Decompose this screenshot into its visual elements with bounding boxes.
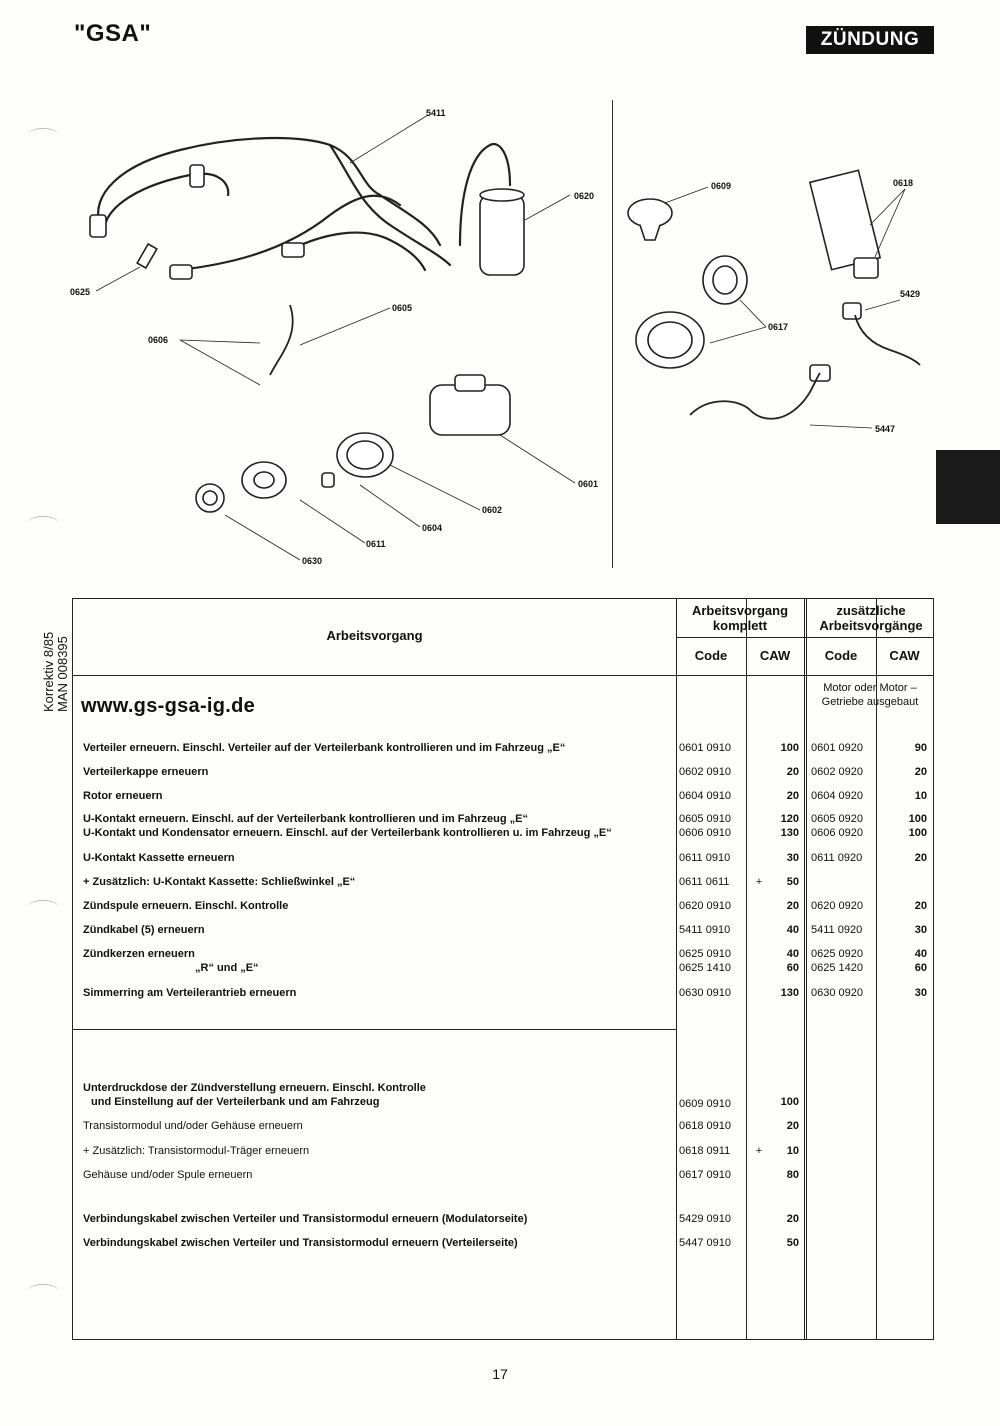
callout-label: 5447 bbox=[875, 424, 896, 434]
header-divider bbox=[676, 637, 933, 638]
caw-cell: 130 bbox=[780, 987, 799, 999]
reference-line: MAN 008395 bbox=[55, 636, 70, 712]
section-badge: ZÜNDUNG bbox=[806, 26, 934, 54]
operation-text: Verteiler erneuern. Einschl. Verteiler auf der Verteilerbank kontrollieren und im Fahrzeug „E“ bbox=[83, 742, 566, 754]
page-number: 17 bbox=[492, 1366, 508, 1382]
operation-text: Verbindungskabel zwischen Verteiler und Transistormodul erneuern (Modulatorseite) bbox=[83, 1213, 528, 1225]
callout-label: 0620 bbox=[574, 191, 595, 201]
caw-cell: 20 bbox=[786, 900, 799, 912]
caw-cell: 10 bbox=[914, 790, 927, 802]
header-divider bbox=[73, 675, 933, 676]
punch-hole-mark bbox=[28, 128, 58, 141]
column-divider bbox=[806, 599, 807, 1339]
code-cell: 0630 0920 bbox=[811, 987, 863, 999]
caw-cell: 40 bbox=[786, 948, 799, 960]
website-url: www.gs-gsa-ig.de bbox=[81, 695, 256, 717]
code-cell: 0625 1420 bbox=[811, 962, 863, 974]
caw-cell: 100 bbox=[908, 827, 927, 839]
code-cell: 0602 0910 bbox=[679, 766, 731, 778]
code-cell: 0630 0910 bbox=[679, 987, 731, 999]
callout-label: 0602 bbox=[482, 505, 503, 515]
caw-cell: 10 bbox=[786, 1145, 799, 1157]
callout-label: 0609 bbox=[711, 181, 732, 191]
caw-cell: 40 bbox=[786, 924, 799, 936]
caw-cell: 60 bbox=[786, 962, 799, 974]
code-cell: 0609 0910 bbox=[679, 1098, 731, 1110]
callout-label: 5429 bbox=[900, 289, 921, 299]
operation-text: + Zusätzlich: Transistormodul-Träger erneuern bbox=[83, 1145, 310, 1157]
parts-illustration bbox=[60, 95, 940, 580]
code-cell: 0611 0910 bbox=[679, 852, 731, 864]
punch-hole-mark bbox=[28, 516, 58, 529]
caw-cell: 20 bbox=[786, 1120, 799, 1132]
caw-cell: 30 bbox=[914, 924, 927, 936]
callout-label: 0601 bbox=[578, 479, 599, 489]
code-cell: 0604 0920 bbox=[811, 790, 863, 802]
code-cell: 0602 0920 bbox=[811, 766, 863, 778]
punch-hole-mark bbox=[28, 900, 58, 913]
callout-label: 0605 bbox=[392, 303, 413, 313]
code-cell: 0605 0910 bbox=[679, 813, 731, 825]
operation-text: + Zusätzlich: U-Kontakt Kassette: Schließwinkel „E“ bbox=[83, 876, 356, 888]
caw-cell: 20 bbox=[786, 766, 799, 778]
code-header-additional: Code bbox=[824, 648, 858, 663]
caw-cell: 20 bbox=[786, 1213, 799, 1225]
code-cell: 0618 0911 bbox=[679, 1145, 731, 1157]
revision-line: Korrektiv 8/85 bbox=[41, 631, 56, 712]
callout-label: 0625 bbox=[70, 287, 91, 297]
operation-header: Arbeitsvorgang bbox=[326, 628, 423, 643]
caw-cell: 50 bbox=[786, 876, 799, 888]
operation-text: Unterdruckdose der Zündverstellung erneuern. Einschl. Kontrolle und Einstellung auf der Verteilerbank und am Fahrzeug bbox=[83, 1082, 426, 1108]
code-cell: 0611 0611 bbox=[679, 876, 730, 888]
code-header: Code bbox=[694, 648, 728, 663]
model-title: "GSA" bbox=[74, 20, 152, 47]
callout-label: 5411 bbox=[426, 108, 446, 118]
code-cell: 0618 0910 bbox=[679, 1120, 731, 1132]
complete-header: Arbeitsvorgang komplett bbox=[691, 603, 789, 633]
operation-text: Simmerring am Verteilerantrieb erneuern bbox=[83, 987, 297, 999]
operation-text: U-Kontakt erneuern. Einschl. auf der Verteilerbank kontrollieren und im Fahrzeug „E“ U-Kontakt und Kondensator erneuern. Einschl. auf der Verteilerbank kontrollieren u. im Fahrzeug „E“ bbox=[83, 813, 612, 839]
callout-label: 0617 bbox=[768, 322, 789, 332]
caw-header: CAW bbox=[759, 648, 791, 663]
section-divider bbox=[73, 1029, 676, 1030]
column-divider bbox=[804, 599, 805, 1339]
caw-cell: 90 bbox=[914, 742, 927, 754]
code-cell: 0620 0910 bbox=[679, 900, 731, 912]
caw-cell: 100 bbox=[780, 1096, 799, 1108]
code-cell: 0605 0920 bbox=[811, 813, 863, 825]
callout-label: 0604 bbox=[422, 523, 443, 533]
operation-text: Verbindungskabel zwischen Verteiler und Transistormodul erneuern (Verteilerseite) bbox=[83, 1237, 518, 1249]
code-cell: 0606 0920 bbox=[811, 827, 863, 839]
caw-cell: 60 bbox=[914, 962, 927, 974]
operation-text: U-Kontakt Kassette erneuern bbox=[83, 852, 235, 864]
code-cell: 0625 0910 bbox=[679, 948, 731, 960]
column-divider bbox=[676, 599, 677, 1339]
callout-label: 0630 bbox=[302, 556, 323, 566]
code-cell: 0604 0910 bbox=[679, 790, 731, 802]
code-cell: 0620 0920 bbox=[811, 900, 863, 912]
code-cell: 5447 0910 bbox=[679, 1237, 731, 1249]
operation-text: Rotor erneuern bbox=[83, 790, 163, 802]
caw-cell: 30 bbox=[914, 987, 927, 999]
code-cell: 5411 0920 bbox=[811, 924, 863, 936]
caw-header-additional: CAW bbox=[889, 648, 920, 663]
thumb-index-tab bbox=[936, 450, 1000, 524]
operation-text: Zündspule erneuern. Einschl. Kontrolle bbox=[83, 900, 289, 912]
caw-cell: 20 bbox=[786, 790, 799, 802]
plus-marker: + bbox=[755, 876, 763, 888]
caw-cell: 20 bbox=[914, 900, 927, 912]
callout-label: 0611 bbox=[366, 539, 386, 549]
code-cell: 5429 0910 bbox=[679, 1213, 731, 1225]
callout-label: 0606 bbox=[148, 335, 169, 345]
code-cell: 0601 0920 bbox=[811, 742, 863, 754]
revision-note bbox=[42, 592, 70, 712]
caw-cell: 120 bbox=[780, 813, 799, 825]
plus-marker: + bbox=[755, 1145, 763, 1157]
callout-label: 0618 bbox=[893, 178, 914, 188]
punch-hole-mark bbox=[28, 1284, 58, 1297]
caw-cell: 80 bbox=[786, 1169, 799, 1181]
caw-cell: 40 bbox=[914, 948, 927, 960]
code-cell: 0611 0920 bbox=[811, 852, 863, 864]
operation-text: Zündkabel (5) erneuern bbox=[83, 924, 205, 936]
caw-cell: 50 bbox=[786, 1237, 799, 1249]
operation-text: Zündkerzen erneuern „R“ und „E“ bbox=[83, 948, 259, 974]
code-cell: 0606 0910 bbox=[679, 827, 731, 839]
caw-cell: 100 bbox=[908, 813, 927, 825]
column-divider bbox=[746, 599, 747, 1339]
operation-text: Transistormodul und/oder Gehäuse erneuern bbox=[83, 1120, 303, 1132]
code-cell: 0601 0910 bbox=[679, 742, 731, 754]
code-cell: 0617 0910 bbox=[679, 1169, 731, 1181]
labor-operations-table bbox=[72, 598, 934, 1340]
code-cell: 0625 1410 bbox=[679, 962, 731, 974]
caw-cell: 20 bbox=[914, 852, 927, 864]
caw-cell: 20 bbox=[914, 766, 927, 778]
additional-header: zusätzliche Arbeitsvorgänge bbox=[819, 603, 923, 633]
operation-text: Verteilerkappe erneuern bbox=[83, 766, 209, 778]
caw-cell: 130 bbox=[780, 827, 799, 839]
caw-cell: 100 bbox=[780, 742, 799, 754]
motor-removed-note: Motor oder Motor – Getriebe ausgebaut bbox=[821, 682, 919, 708]
code-cell: 0625 0920 bbox=[811, 948, 863, 960]
code-cell: 5411 0910 bbox=[679, 924, 731, 936]
operation-text: Gehäuse und/oder Spule erneuern bbox=[83, 1169, 253, 1181]
caw-cell: 30 bbox=[786, 852, 799, 864]
